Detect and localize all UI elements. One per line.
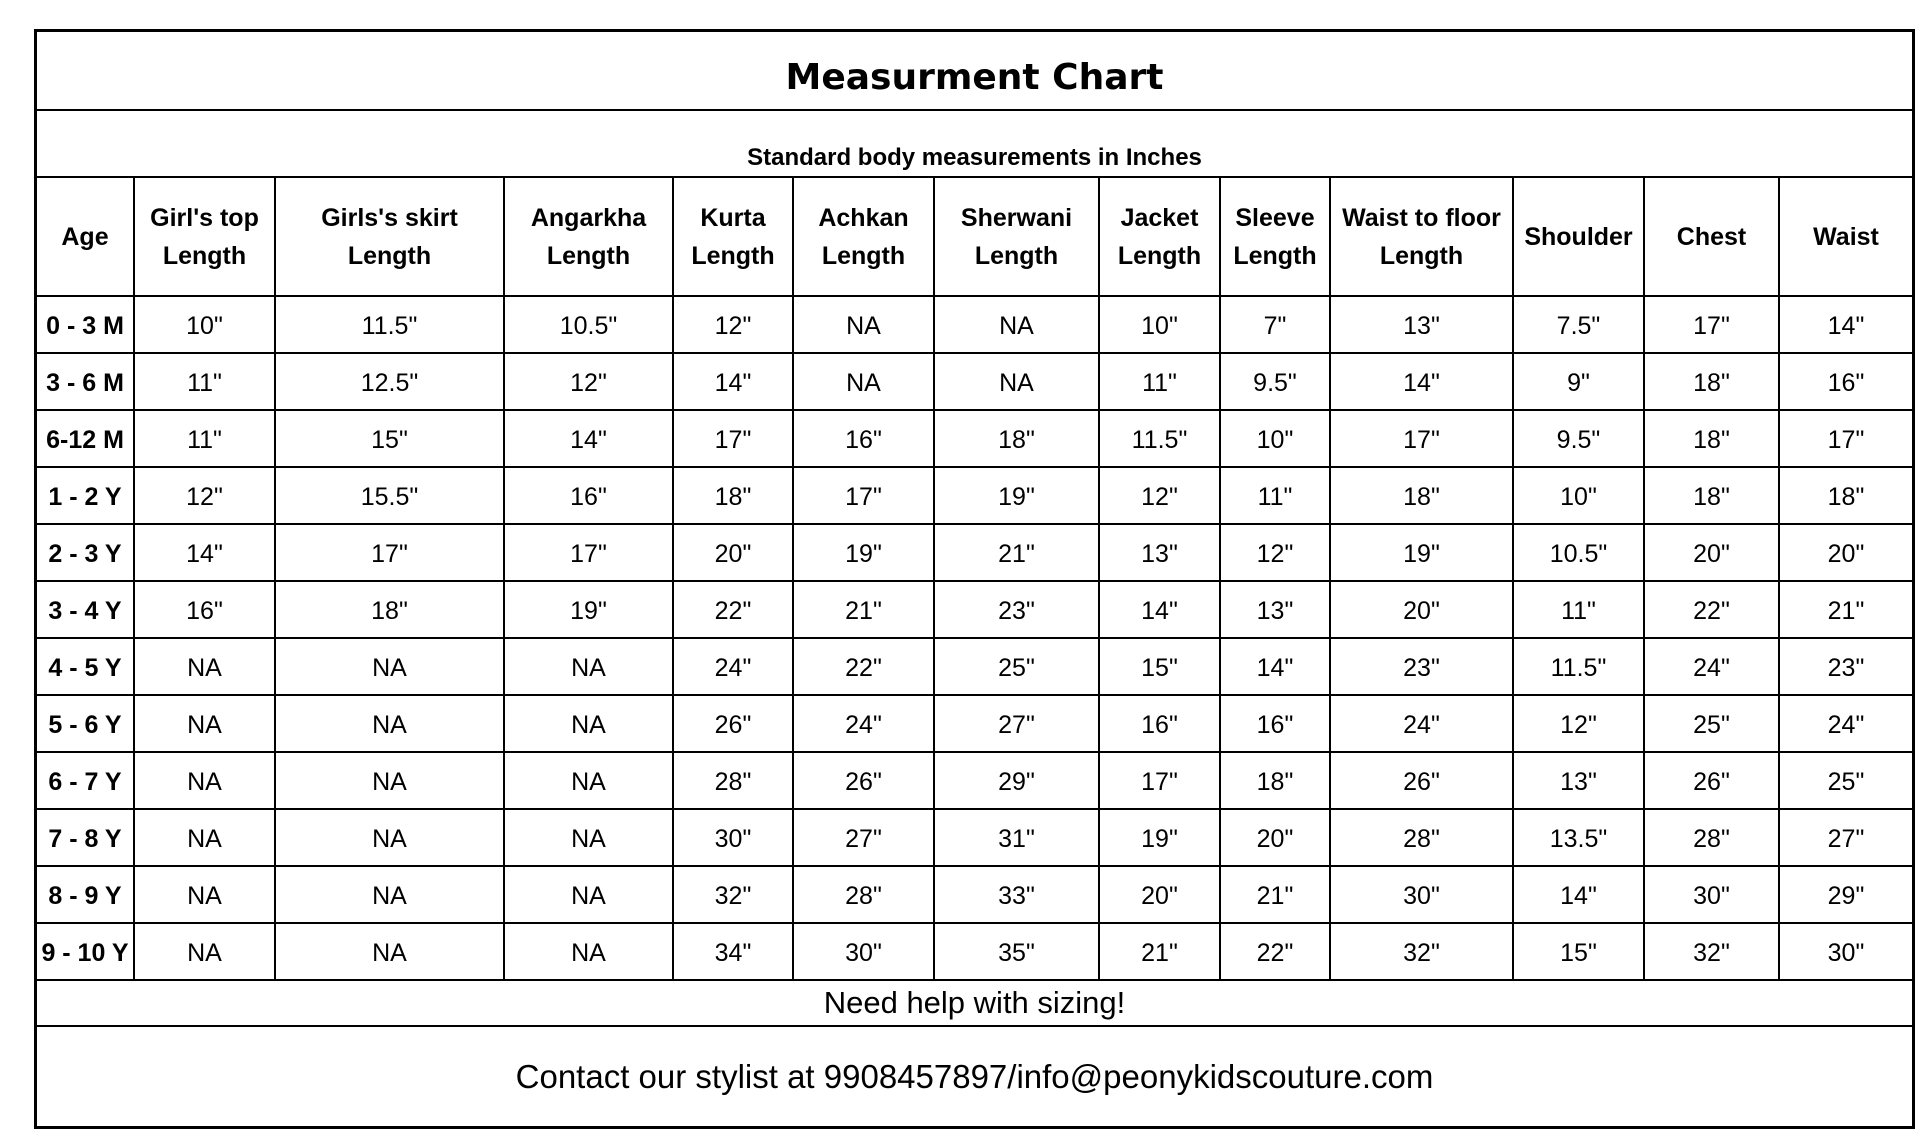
- column-header: [134, 178, 275, 296]
- measurement-cell: 11": [134, 353, 275, 410]
- measurement-cell: 25": [1779, 752, 1912, 809]
- measurement-cell: NA: [793, 353, 934, 410]
- measurement-cell: 20": [1330, 581, 1513, 638]
- measurement-cell: 14": [134, 524, 275, 581]
- measurement-cell: 17": [793, 467, 934, 524]
- measurement-cell: 28": [673, 752, 793, 809]
- table-row: [37, 581, 1912, 638]
- measurement-cell: 29": [934, 752, 1099, 809]
- measurement-cell: NA: [504, 923, 673, 980]
- measurement-cell: 18": [1644, 410, 1779, 467]
- column-header-line: Length: [974, 241, 1059, 270]
- column-header: [1513, 178, 1644, 296]
- measurement-cell: 11": [1220, 467, 1330, 524]
- measurement-cell: 21": [934, 524, 1099, 581]
- measurement-cell: 20": [1220, 809, 1330, 866]
- column-header: [1330, 178, 1513, 296]
- measurement-cell: 26": [793, 752, 934, 809]
- column-header: [1779, 178, 1912, 296]
- table-body: [37, 296, 1912, 980]
- measurement-cell: 25": [934, 638, 1099, 695]
- measurement-cell: 11": [1099, 353, 1220, 410]
- column-header-line: Length: [546, 241, 631, 270]
- contact-info: Contact our stylist at 9908457897/info@peonykidscouture.com: [515, 1057, 1434, 1095]
- measurement-cell: 11": [1513, 581, 1644, 638]
- measurement-cell: 17": [673, 410, 793, 467]
- measurement-table: [37, 178, 1912, 981]
- measurement-cell: 20": [1644, 524, 1779, 581]
- measurement-cell: 16": [1220, 695, 1330, 752]
- column-header-line: Achkan: [818, 203, 909, 232]
- measurement-cell: 16": [1779, 353, 1912, 410]
- table-row: [37, 638, 1912, 695]
- measurement-cell: NA: [275, 752, 504, 809]
- chart-title: Measurment Chart: [37, 32, 1912, 111]
- column-header-line: Length: [691, 241, 775, 270]
- measurement-cell: 15": [1099, 638, 1220, 695]
- column-header: [1644, 178, 1779, 296]
- measurement-cell: 19": [793, 524, 934, 581]
- column-header: [673, 178, 793, 296]
- measurement-cell: 14": [673, 353, 793, 410]
- measurement-cell: NA: [504, 638, 673, 695]
- measurement-cell: 10.5": [504, 296, 673, 353]
- measurement-cell: 30": [1330, 866, 1513, 923]
- measurement-cell: 29": [1779, 866, 1912, 923]
- measurement-cell: 17": [275, 524, 504, 581]
- measurement-cell: 18": [1779, 467, 1912, 524]
- measurement-cell: 32": [673, 866, 793, 923]
- measurement-cell: 21": [1220, 866, 1330, 923]
- measurement-cell: 22": [1644, 581, 1779, 638]
- table-row: [37, 752, 1912, 809]
- column-header-line: Angarkha: [530, 203, 647, 232]
- measurement-cell: 18": [275, 581, 504, 638]
- measurement-cell: 12": [134, 467, 275, 524]
- column-header: [275, 178, 504, 296]
- age-cell: 3 - 6 M: [37, 353, 134, 410]
- measurement-cell: NA: [934, 353, 1099, 410]
- measurement-cell: 26": [1644, 752, 1779, 809]
- measurement-cell: 10": [1513, 467, 1644, 524]
- measurement-cell: 21": [793, 581, 934, 638]
- measurement-cell: 14": [504, 410, 673, 467]
- column-header-line: Length: [347, 241, 432, 270]
- measurement-cell: 31": [934, 809, 1099, 866]
- measurement-cell: 14": [1099, 581, 1220, 638]
- measurement-cell: 24": [673, 638, 793, 695]
- chart-subtitle: Standard body measurements in Inches: [37, 111, 1912, 178]
- column-header-line: Shoulder: [1524, 222, 1633, 251]
- column-header: [934, 178, 1099, 296]
- measurement-cell: 16": [134, 581, 275, 638]
- measurement-cell: 19": [1099, 809, 1220, 866]
- measurement-cell: 13": [1099, 524, 1220, 581]
- measurement-cell: 21": [1779, 581, 1912, 638]
- age-cell: 6 - 7 Y: [37, 752, 134, 809]
- measurement-cell: 16": [504, 467, 673, 524]
- measurement-cell: NA: [275, 638, 504, 695]
- table-row: [37, 353, 1912, 410]
- column-header-line: Kurta: [700, 203, 766, 232]
- age-cell: 3 - 4 Y: [37, 581, 134, 638]
- measurement-cell: 16": [1099, 695, 1220, 752]
- measurement-cell: 17": [504, 524, 673, 581]
- measurement-cell: 10": [134, 296, 275, 353]
- measurement-cell: 32": [1330, 923, 1513, 980]
- column-header-line: Length: [1379, 241, 1464, 270]
- measurement-cell: 30": [793, 923, 934, 980]
- age-cell: 8 - 9 Y: [37, 866, 134, 923]
- measurement-cell: 20": [1779, 524, 1912, 581]
- column-header: [1220, 178, 1330, 296]
- measurement-cell: 17": [1330, 410, 1513, 467]
- measurement-cell: NA: [134, 866, 275, 923]
- age-cell: 6-12 M: [37, 410, 134, 467]
- measurement-cell: 30": [673, 809, 793, 866]
- measurement-cell: 19": [934, 467, 1099, 524]
- age-cell: 0 - 3 M: [37, 296, 134, 353]
- measurement-cell: NA: [134, 809, 275, 866]
- measurement-cell: 24": [793, 695, 934, 752]
- measurement-cell: 12": [673, 296, 793, 353]
- measurement-cell: 27": [1779, 809, 1912, 866]
- measurement-cell: 9": [1513, 353, 1644, 410]
- measurement-cell: 25": [1644, 695, 1779, 752]
- measurement-cell: 13": [1513, 752, 1644, 809]
- measurement-cell: NA: [793, 296, 934, 353]
- measurement-cell: 32": [1644, 923, 1779, 980]
- sizing-help-text: Need help with sizing!: [37, 981, 1912, 1027]
- measurement-cell: 13": [1330, 296, 1513, 353]
- measurement-cell: 14": [1220, 638, 1330, 695]
- measurement-cell: 34": [673, 923, 793, 980]
- measurement-cell: 28": [793, 866, 934, 923]
- measurement-cell: NA: [134, 923, 275, 980]
- measurement-cell: 20": [673, 524, 793, 581]
- age-cell: 5 - 6 Y: [37, 695, 134, 752]
- table-row: [37, 923, 1912, 980]
- measurement-cell: 11.5": [1099, 410, 1220, 467]
- table-header: [37, 178, 1912, 296]
- measurement-cell: NA: [134, 752, 275, 809]
- column-header: [793, 178, 934, 296]
- table-row: [37, 866, 1912, 923]
- column-header-line: Girls's skirt: [321, 203, 458, 232]
- measurement-cell: 30": [1779, 923, 1912, 980]
- measurement-cell: 16": [793, 410, 934, 467]
- measurement-cell: 14": [1779, 296, 1912, 353]
- measurement-cell: 23": [1779, 638, 1912, 695]
- measurement-cell: 10": [1099, 296, 1220, 353]
- measurement-cell: 10": [1220, 410, 1330, 467]
- table-row: [37, 467, 1912, 524]
- measurement-cell: 26": [673, 695, 793, 752]
- measurement-cell: 7.5": [1513, 296, 1644, 353]
- column-header-line: Waist: [1813, 222, 1879, 251]
- measurement-cell: 27": [793, 809, 934, 866]
- measurement-cell: NA: [504, 695, 673, 752]
- column-header-line: Length: [162, 241, 247, 270]
- measurement-cell: 22": [673, 581, 793, 638]
- column-header-line: Girl's top: [150, 203, 259, 232]
- column-header-line: Length: [1233, 241, 1317, 270]
- measurement-cell: 21": [1099, 923, 1220, 980]
- measurement-cell: NA: [275, 695, 504, 752]
- measurement-cell: 9.5": [1513, 410, 1644, 467]
- measurement-cell: 14": [1513, 866, 1644, 923]
- measurement-cell: 18": [934, 410, 1099, 467]
- measurement-chart-sheet: [34, 29, 1915, 1129]
- table-row: [37, 410, 1912, 467]
- measurement-cell: 28": [1644, 809, 1779, 866]
- measurement-cell: 18": [1644, 467, 1779, 524]
- measurement-cell: 24": [1779, 695, 1912, 752]
- column-header: [37, 178, 134, 296]
- measurement-cell: NA: [504, 809, 673, 866]
- column-header-line: Sleeve: [1235, 203, 1315, 232]
- measurement-cell: 15": [1513, 923, 1644, 980]
- column-header-line: Age: [61, 222, 109, 251]
- age-cell: 2 - 3 Y: [37, 524, 134, 581]
- column-header-line: Length: [1117, 241, 1202, 270]
- column-header-line: Sherwani: [960, 203, 1073, 232]
- measurement-cell: 11": [134, 410, 275, 467]
- table-row: [37, 695, 1912, 752]
- measurement-cell: 12.5": [275, 353, 504, 410]
- measurement-cell: 18": [1220, 752, 1330, 809]
- measurement-cell: NA: [275, 809, 504, 866]
- measurement-cell: NA: [934, 296, 1099, 353]
- age-cell: 4 - 5 Y: [37, 638, 134, 695]
- measurement-cell: 20": [1099, 866, 1220, 923]
- column-header: [504, 178, 673, 296]
- measurement-cell: 11.5": [275, 296, 504, 353]
- measurement-cell: 18": [673, 467, 793, 524]
- measurement-cell: NA: [275, 923, 504, 980]
- age-cell: 7 - 8 Y: [37, 809, 134, 866]
- measurement-cell: 12": [504, 353, 673, 410]
- age-cell: 1 - 2 Y: [37, 467, 134, 524]
- measurement-cell: 30": [1644, 866, 1779, 923]
- measurement-cell: 9.5": [1220, 353, 1330, 410]
- measurement-cell: 14": [1330, 353, 1513, 410]
- measurement-cell: 33": [934, 866, 1099, 923]
- measurement-cell: 13.5": [1513, 809, 1644, 866]
- measurement-cell: 12": [1220, 524, 1330, 581]
- measurement-cell: 18": [1644, 353, 1779, 410]
- measurement-cell: NA: [134, 638, 275, 695]
- measurement-cell: 22": [1220, 923, 1330, 980]
- measurement-cell: 7": [1220, 296, 1330, 353]
- measurement-cell: 19": [504, 581, 673, 638]
- measurement-cell: 27": [934, 695, 1099, 752]
- measurement-cell: 24": [1330, 695, 1513, 752]
- measurement-cell: NA: [134, 695, 275, 752]
- column-header: [1099, 178, 1220, 296]
- measurement-cell: 12": [1099, 467, 1220, 524]
- measurement-cell: 22": [793, 638, 934, 695]
- table-row: [37, 524, 1912, 581]
- measurement-cell: 23": [934, 581, 1099, 638]
- measurement-cell: 13": [1220, 581, 1330, 638]
- measurement-cell: 35": [934, 923, 1099, 980]
- measurement-cell: NA: [275, 866, 504, 923]
- measurement-cell: 17": [1644, 296, 1779, 353]
- column-header-line: Chest: [1676, 222, 1747, 251]
- measurement-cell: 10.5": [1513, 524, 1644, 581]
- measurement-cell: NA: [504, 866, 673, 923]
- column-header-line: Length: [821, 241, 906, 270]
- measurement-cell: 17": [1099, 752, 1220, 809]
- age-cell: 9 - 10 Y: [37, 923, 134, 980]
- measurement-cell: 24": [1644, 638, 1779, 695]
- measurement-cell: 28": [1330, 809, 1513, 866]
- column-header-line: Waist to floor: [1342, 203, 1501, 232]
- column-header-line: Jacket: [1120, 203, 1199, 232]
- table-row: [37, 296, 1912, 353]
- measurement-cell: 12": [1513, 695, 1644, 752]
- measurement-cell: NA: [504, 752, 673, 809]
- measurement-cell: 19": [1330, 524, 1513, 581]
- table-row: [37, 809, 1912, 866]
- measurement-cell: 26": [1330, 752, 1513, 809]
- measurement-cell: 18": [1330, 467, 1513, 524]
- measurement-cell: 11.5": [1513, 638, 1644, 695]
- measurement-cell: 15.5": [275, 467, 504, 524]
- measurement-cell: 17": [1779, 410, 1912, 467]
- measurement-cell: 15": [275, 410, 504, 467]
- measurement-cell: 23": [1330, 638, 1513, 695]
